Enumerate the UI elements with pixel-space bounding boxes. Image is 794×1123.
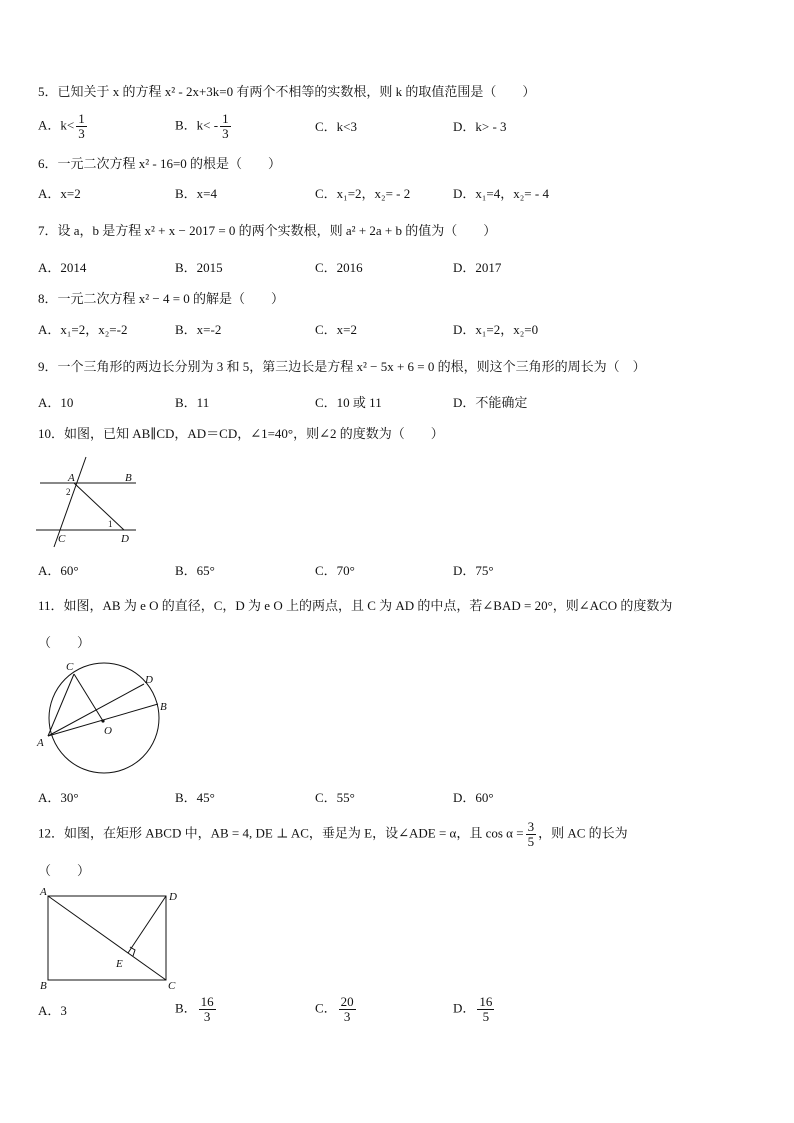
label-c: C	[66, 661, 74, 673]
question-7-stem: 7．设 a，b 是方程 x² + x − 2017 = 0 的两个实数根，则 a² + 2a + b 的值为（ ）	[38, 223, 497, 238]
option-a: A．30°	[38, 790, 79, 805]
fraction-denominator: 3	[78, 126, 85, 141]
fraction	[339, 995, 356, 1024]
option-b: B．x=-2	[175, 322, 222, 337]
option-b-text: B．	[175, 1000, 197, 1016]
fraction-denominator: 3	[222, 126, 229, 141]
label-a: A	[40, 886, 47, 898]
label-a: A	[68, 472, 75, 484]
option-a: A．x=2	[38, 186, 81, 201]
question-9-stem: 9．一个三角形的两边长分别为 3 和 5，第三边长是方程 x² − 5x + 6 = 0 的根，则这个三角形的周长为（ ）	[38, 359, 646, 374]
circle-o	[49, 663, 159, 773]
fraction-numerator: 1	[222, 111, 229, 126]
option-c: C．55°	[315, 790, 355, 805]
fraction	[477, 995, 494, 1024]
label-c: C	[58, 533, 66, 545]
label-angle-1: 1	[108, 519, 113, 529]
option-b	[175, 995, 218, 1024]
fraction	[220, 112, 231, 141]
fraction-numerator: 16	[200, 994, 214, 1009]
option-c: C．10 或 11	[315, 395, 382, 410]
option-b	[175, 112, 233, 141]
label-b: B	[40, 980, 47, 992]
option-a-text: A．k<	[38, 117, 75, 133]
option-a: A．x₁=2，x₂=-2	[38, 322, 128, 337]
option-c: C．x₁=2，x₂= - 2	[315, 186, 411, 201]
fraction	[76, 112, 87, 141]
option-b: B．x=4	[175, 186, 218, 201]
option-c: C．x=2	[315, 322, 358, 337]
question-12-stem	[38, 820, 764, 849]
question-10-stem: 10．如图，已知 AB∥CD，AD＝CD，∠1=40°，则∠2 的度数为（ ）	[38, 426, 444, 441]
fraction-numerator: 3	[527, 819, 535, 834]
option-a: A．10	[38, 395, 74, 410]
option-d	[453, 995, 496, 1024]
rectangle-figure	[34, 883, 184, 993]
fraction-numerator: 20	[340, 994, 354, 1009]
option-d: D．60°	[453, 790, 494, 805]
label-o: O	[104, 725, 112, 737]
option-a	[38, 112, 89, 141]
fraction-denominator: 3	[343, 1009, 351, 1024]
question-5-stem: 5．已知关于 x 的方程 x² - 2x+3k=0 有两个不相等的实数根，则 k 的取值范围是（ ）	[38, 84, 536, 99]
label-e: E	[116, 958, 123, 970]
option-b: B．2015	[175, 260, 223, 275]
option-c-text: C．	[315, 1000, 337, 1016]
label-b: B	[125, 472, 132, 484]
label-angle-2: 2	[66, 487, 71, 497]
label-b: B	[160, 701, 167, 713]
option-d: D．x₁=4，x₂= - 4	[453, 186, 549, 201]
fraction	[526, 820, 537, 849]
label-d: D	[169, 891, 177, 903]
question-11-stem: 11．如图，AB 为 e O 的直径，C，D 为 e O 上的两点，且 C 为 AD 的中点，若∠BAD = 20°，则∠ACO 的度数为	[38, 598, 673, 613]
label-d: D	[145, 674, 153, 686]
option-d: D．75°	[453, 563, 494, 578]
fraction-numerator: 16	[479, 994, 493, 1009]
option-d: D．不能确定	[453, 395, 528, 410]
stem-text-end: ，则 AC 的长为	[538, 825, 628, 841]
option-d: D．k> - 3	[453, 119, 507, 134]
option-c: C．k<3	[315, 119, 358, 134]
label-a: A	[37, 737, 44, 749]
option-a: A．2014	[38, 260, 87, 275]
circle-figure	[34, 658, 174, 783]
option-a: A．3	[38, 1003, 67, 1018]
option-b-text: B．k< -	[175, 117, 219, 133]
diagonal-ac	[48, 896, 166, 980]
segment-de	[128, 896, 166, 953]
fraction-denominator: 5	[527, 834, 535, 849]
question-11-paren: （ ）	[38, 635, 91, 650]
fraction-denominator: 3	[203, 1009, 211, 1024]
question-8-stem: 8．一元二次方程 x² − 4 = 0 的解是（ ）	[38, 291, 285, 306]
stem-text: 12．如图，在矩形 ABCD 中，AB = 4, DE ⊥ AC，垂足为 E，设∠ADE = α，且 cos α =	[38, 825, 524, 841]
option-c: C．2016	[315, 260, 363, 275]
segment-ad	[74, 483, 124, 530]
option-d: D．2017	[453, 260, 502, 275]
option-b: B．65°	[175, 563, 215, 578]
fraction-numerator: 1	[78, 111, 85, 126]
fraction	[199, 995, 216, 1024]
center-point	[101, 719, 104, 722]
label-d: D	[121, 533, 129, 545]
fraction-denominator: 5	[482, 1009, 490, 1024]
question-12-paren: （ ）	[38, 863, 91, 878]
option-d-text: D．	[453, 1000, 476, 1016]
question-6-stem: 6．一元二次方程 x² - 16=0 的根是（ ）	[38, 156, 282, 171]
option-a: A．60°	[38, 563, 79, 578]
option-c: C．70°	[315, 563, 355, 578]
option-b: B．45°	[175, 790, 215, 805]
option-d: D．x₁=2，x₂=0	[453, 322, 539, 337]
parallel-lines-figure	[34, 455, 144, 550]
label-c: C	[168, 980, 176, 992]
option-b: B．11	[175, 395, 210, 410]
option-c	[315, 995, 358, 1024]
